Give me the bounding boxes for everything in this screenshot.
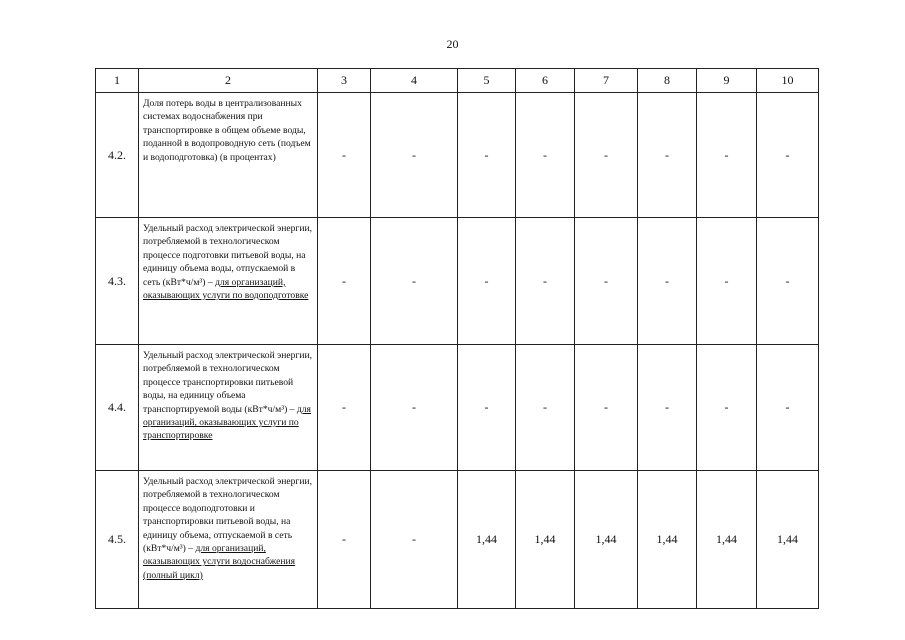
column-header: 8 bbox=[638, 69, 697, 93]
column-header: 1 bbox=[96, 69, 139, 93]
value-cell: - bbox=[318, 345, 371, 471]
description-underlined-text: для организаций, оказывающих услуги по водоподготовке bbox=[143, 276, 309, 302]
value-cell: - bbox=[575, 218, 638, 345]
value-cell: 1,44 bbox=[516, 471, 575, 609]
value-cell: - bbox=[458, 345, 516, 471]
row-number: 4.4. bbox=[96, 345, 139, 471]
description-underlined-text: для организаций, оказывающих услуги водоснабжения (полный цикл) bbox=[143, 543, 296, 581]
description-text: Доля потерь воды в централизованных системах водоснабжения при транспортировке в общем объеме воды, поданной в водопроводную сеть (подъем и водоподготовка) (в процентах) bbox=[143, 98, 311, 163]
value-cell: - bbox=[371, 471, 458, 609]
value-cell: - bbox=[638, 93, 697, 218]
column-header: 6 bbox=[516, 69, 575, 93]
value-cell: 1,44 bbox=[458, 471, 516, 609]
column-header: 4 bbox=[371, 69, 458, 93]
value-cell: - bbox=[371, 345, 458, 471]
value-cell: - bbox=[318, 93, 371, 218]
value-cell: - bbox=[697, 345, 757, 471]
row-description bbox=[139, 345, 318, 471]
row-number: 4.3. bbox=[96, 218, 139, 345]
row-number: 4.5. bbox=[96, 471, 139, 609]
value-cell: - bbox=[638, 218, 697, 345]
column-header: 10 bbox=[757, 69, 819, 93]
value-cell: - bbox=[516, 345, 575, 471]
table-header-row bbox=[96, 69, 819, 93]
description-underlined-text: для организаций, оказывающих услуги по транспортировке bbox=[143, 403, 311, 442]
value-cell: 1,44 bbox=[638, 471, 697, 609]
value-cell: - bbox=[458, 218, 516, 345]
value-cell: - bbox=[516, 218, 575, 345]
row-description bbox=[139, 471, 318, 609]
row-description bbox=[139, 218, 318, 345]
row-description bbox=[139, 93, 318, 218]
indicators-table bbox=[95, 68, 819, 609]
column-header: 3 bbox=[318, 69, 371, 93]
table-row bbox=[96, 345, 819, 471]
column-header: 2 bbox=[139, 69, 318, 93]
description-text: Удельный расход электрической энергии, потребляемой в технологическом процессе подготовки питьевой воды, на единицу объема воды, отпускаемой в сеть (кВт*ч/м³) – bbox=[143, 223, 313, 288]
value-cell: - bbox=[458, 93, 516, 218]
description-text: Удельный расход электрической энергии, потребляемой в технологическом процессе водоподготовки и транспортировки питьевой воды, на единицу объема, отпускаемой в сеть (кВт*ч/м³) – bbox=[143, 476, 313, 555]
row-number: 4.2. bbox=[96, 93, 139, 218]
value-cell: 1,44 bbox=[757, 471, 819, 609]
value-cell: - bbox=[371, 93, 458, 218]
column-header: 9 bbox=[697, 69, 757, 93]
table-row bbox=[96, 471, 819, 609]
table-row bbox=[96, 218, 819, 345]
description-text: Удельный расход электрической энергии, потребляемой в технологическом процессе транспортировки питьевой воды, на единицу объема транспортируемой воды (кВт*ч/м³) – bbox=[143, 350, 313, 415]
value-cell: - bbox=[697, 218, 757, 345]
value-cell: - bbox=[757, 345, 819, 471]
value-cell: - bbox=[638, 345, 697, 471]
table-row bbox=[96, 93, 819, 218]
value-cell: - bbox=[371, 218, 458, 345]
value-cell: - bbox=[757, 93, 819, 218]
value-cell: - bbox=[575, 93, 638, 218]
column-header: 7 bbox=[575, 69, 638, 93]
value-cell: - bbox=[757, 218, 819, 345]
value-cell: - bbox=[697, 93, 757, 218]
value-cell: 1,44 bbox=[575, 471, 638, 609]
value-cell: 1,44 bbox=[697, 471, 757, 609]
column-header: 5 bbox=[458, 69, 516, 93]
value-cell: - bbox=[575, 345, 638, 471]
page-number: 20 bbox=[446, 37, 459, 51]
value-cell: - bbox=[318, 218, 371, 345]
value-cell: - bbox=[318, 471, 371, 609]
value-cell: - bbox=[516, 93, 575, 218]
